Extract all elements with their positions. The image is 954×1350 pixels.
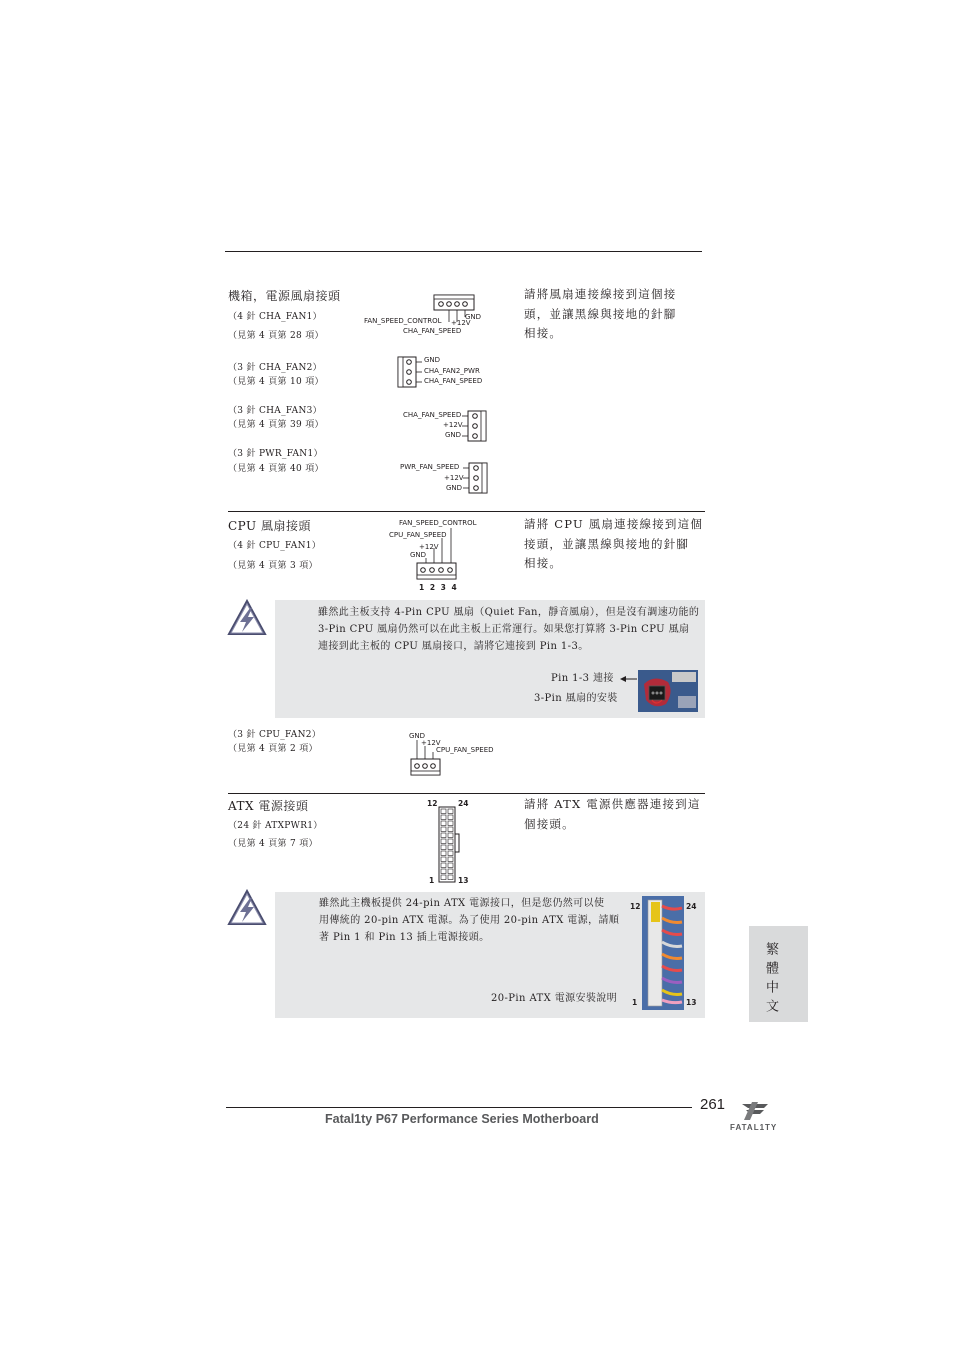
cpu-fan-description xyxy=(524,515,703,574)
footer-title: Fatal1ty P67 Performance Series Motherboard xyxy=(325,1112,599,1126)
cha-fan2-connector-diagram xyxy=(396,355,420,389)
arrow-left-icon xyxy=(620,675,638,683)
atx-pin-label-24: 24 xyxy=(458,799,469,808)
cha-fan3-connector-diagram xyxy=(462,409,488,443)
pwr-fan1-ref: （見第 4 頁第 40 項） xyxy=(228,464,324,474)
atx-pins: （24 針 ATXPWR1） xyxy=(228,821,323,831)
cpu-fan-install-photo xyxy=(638,670,698,712)
pwr-fan1-12v-label: +12V xyxy=(444,474,464,482)
atx-24pin-connector-diagram xyxy=(437,806,463,884)
cpu-note-line: 雖然此主板支持 4-Pin CPU 風扇（Quiet Fan，靜音風扇），但是沒有調速功能的 xyxy=(318,607,700,618)
atx-description xyxy=(524,795,701,834)
warning-icon xyxy=(226,598,268,638)
atx-note-line: 雖然此主機板提供 24-pin ATX 電源接口，但是您仍然可以使 xyxy=(319,898,605,909)
cha-fan2-pwr-label: CHA_FAN2_PWR xyxy=(424,367,480,375)
cpu-fan1-pins: （4 針 CPU_FAN1） xyxy=(228,541,322,551)
footer-rule xyxy=(226,1107,692,1108)
pin-1-3-connection-label: Pin 1-3 連接 xyxy=(551,673,614,684)
cha-fan3-ref: （見第 4 頁第 39 項） xyxy=(228,420,324,430)
cha-fan3-speed-label: CHA_FAN_SPEED xyxy=(403,411,462,419)
cpu-desc-line: 接頭，並讓黑線與接地的針腳 xyxy=(524,536,690,551)
cha-fan2-speed-label: CHA_FAN_SPEED xyxy=(424,377,483,385)
atx-pin-label-13: 13 xyxy=(458,876,469,885)
section-rule xyxy=(228,511,705,512)
atx-pin-label-12: 12 xyxy=(427,799,438,808)
atx-install-photo xyxy=(642,896,684,1010)
cpu-fan1-control-label: FAN_SPEED_CONTROL xyxy=(399,519,477,527)
cha-fan1-12v-label: +12V xyxy=(451,319,471,327)
page-number: 261 xyxy=(700,1096,726,1113)
cha-fan2-ref: （見第 4 頁第 10 項） xyxy=(228,377,324,387)
top-rule xyxy=(225,251,702,252)
chassis-desc-line: 請將風扇連接線接到這個接 xyxy=(524,287,677,301)
cha-fan1-control-label: FAN_SPEED_CONTROL xyxy=(364,317,442,325)
atx-photo-label-1: 1 xyxy=(632,998,638,1007)
chassis-desc-line: 相接。 xyxy=(524,326,563,340)
pwr-fan1-pins: （3 針 PWR_FAN1） xyxy=(228,449,323,459)
cha-fan1-pins: （4 針 CHA_FAN1） xyxy=(228,312,322,322)
3-pin-fan-install-label: 3-Pin 風扇的安裝 xyxy=(534,693,618,704)
atx-pin-label-1: 1 xyxy=(429,876,435,885)
section-rule xyxy=(228,793,705,794)
cpu-fan1-gnd-label: GND xyxy=(410,551,427,559)
warning-icon xyxy=(226,888,268,928)
cpu-desc-line: 請將 CPU 風扇連接線接到這個 xyxy=(524,517,704,531)
atx-photo-label-24: 24 xyxy=(686,902,697,911)
cpu-fan-note-text xyxy=(318,604,708,655)
atx-note-line: 著 Pin 1 和 Pin 13 插上電源接頭。 xyxy=(319,932,490,943)
cha-fan1-gnd-label: GND xyxy=(465,313,482,321)
chassis-desc-line: 頭，並讓黑線與接地的針腳 xyxy=(524,306,677,321)
pwr-fan1-speed-label: PWR_FAN_SPEED xyxy=(400,463,460,471)
atx-note-text xyxy=(319,895,624,946)
fatal1ty-brand-text: FATAL1TY xyxy=(730,1123,778,1132)
cpu-note-line: 連接到此主板的 CPU 風扇接口，請將它連接到 Pin 1-3。 xyxy=(318,641,589,652)
cpu-fan-title: CPU 風扇接頭 xyxy=(228,519,311,533)
atx-desc-line: 個接頭。 xyxy=(524,816,575,831)
language-side-tab xyxy=(749,926,808,1022)
cha-fan2-pins: （3 針 CHA_FAN2） xyxy=(228,363,322,373)
atx-photo-label-12: 12 xyxy=(630,902,641,911)
cpu-fan1-pin-numbers: 1 2 3 4 xyxy=(419,583,459,592)
atx-ref: （見第 4 頁第 7 項） xyxy=(228,839,318,849)
cha-fan3-gnd-label: GND xyxy=(445,431,462,439)
language-tab-label: 繁體中文 xyxy=(763,942,778,1018)
cpu-fan1-speed-label: CPU_FAN_SPEED xyxy=(389,531,447,539)
cpu-fan2-gnd-label: GND xyxy=(409,732,426,740)
pwr-fan1-gnd-label: GND xyxy=(446,484,463,492)
cha-fan3-pins: （3 針 CHA_FAN3） xyxy=(228,406,322,416)
cpu-fan2-pins: （3 針 CPU_FAN2） xyxy=(228,730,322,740)
pwr-fan1-connector-diagram xyxy=(463,461,489,495)
cha-fan1-speed-label: CHA_FAN_SPEED xyxy=(403,327,462,335)
fatal1ty-logo-icon xyxy=(738,1100,772,1122)
atx-note-line: 用傳統的 20-pin ATX 電源。為了使用 20-pin ATX 電源，請順 xyxy=(319,915,620,926)
cpu-fan2-speed-label: CPU_FAN_SPEED xyxy=(436,746,494,754)
chassis-fan-title: 機箱，電源風扇接頭 xyxy=(228,289,341,303)
cpu-fan2-ref: （見第 4 頁第 2 項） xyxy=(228,744,318,754)
cpu-fan1-ref: （見第 4 頁第 3 項） xyxy=(228,561,318,571)
chassis-fan-description xyxy=(524,285,676,344)
atx-power-title: ATX 電源接頭 xyxy=(228,799,309,813)
atx-desc-line: 請將 ATX 電源供應器連接到這 xyxy=(524,797,701,811)
cha-fan2-gnd-label: GND xyxy=(424,356,441,364)
cpu-fan1-12v-label: +12V xyxy=(419,543,439,551)
cpu-fan2-12v-label: +12V xyxy=(421,739,441,747)
atx-20pin-caption: 20-Pin ATX 電源安裝說明 xyxy=(491,993,618,1004)
cpu-desc-line: 相接。 xyxy=(524,556,563,570)
cpu-note-line: 3-Pin CPU 風扇仍然可以在此主板上正常運行。如果您打算將 3-Pin CPU 風扇 xyxy=(318,624,690,635)
atx-photo-label-13: 13 xyxy=(686,998,697,1007)
cha-fan3-12v-label: +12V xyxy=(443,421,463,429)
cha-fan1-ref: （見第 4 頁第 28 項） xyxy=(228,331,324,341)
